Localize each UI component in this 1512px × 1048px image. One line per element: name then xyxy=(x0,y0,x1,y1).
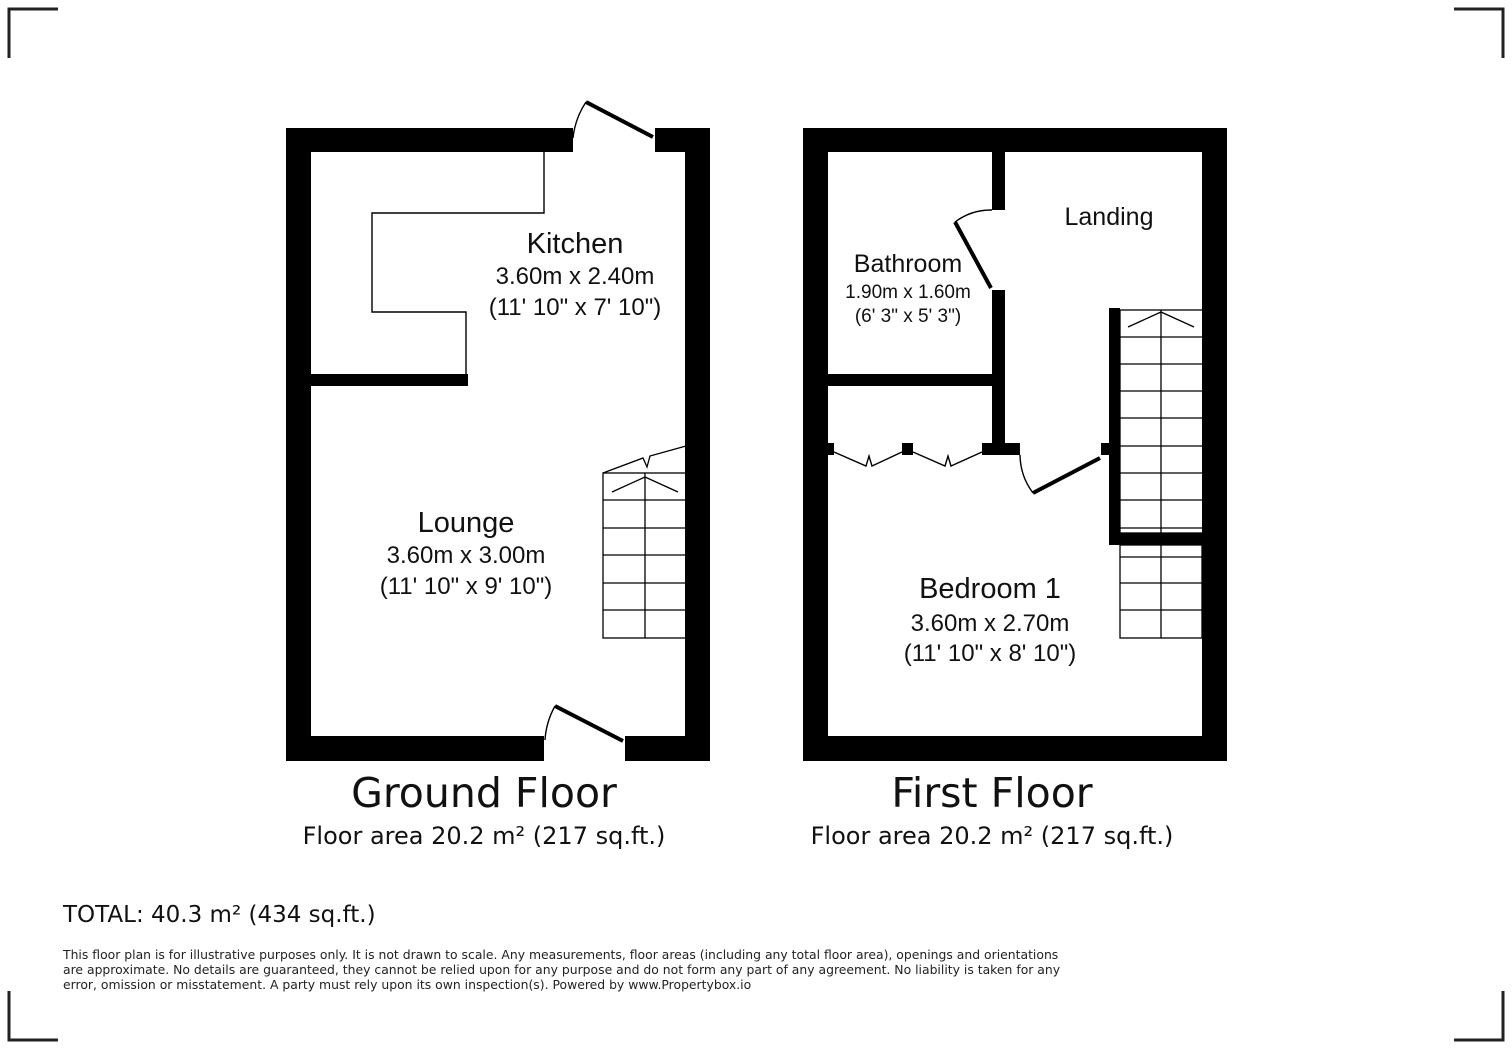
lounge-metric: 3.60m x 3.00m xyxy=(386,542,546,569)
disclaimer-text: This floor plan is for illustrative purposes only. It is not drawn to scale. Any measurements, floor areas (including any total floor area), openings and orientations are approximate. No details are guaranteed, they cannot be relied upon for any purpose and do not form any part of any agreement. No liability is taken for any error, omission or misstatement. A party must rely upon its own inspection(s). Powered by www.Propertybox.io xyxy=(63,947,1061,993)
bedroom-door xyxy=(1020,455,1100,493)
first-floor-area: Floor area 20.2 m² (217 sq.ft.) xyxy=(810,822,1174,850)
first-floor-title: First Floor xyxy=(891,769,1093,817)
bedroom1-name: Bedroom 1 xyxy=(919,573,1061,605)
first-floor-staircase xyxy=(1120,310,1203,638)
landing-name: Landing xyxy=(1064,203,1154,231)
total-floor-area: TOTAL: 40.3 m² (434 sq.ft.) xyxy=(63,902,376,928)
ground-floor-area: Floor area 20.2 m² (217 sq.ft.) xyxy=(302,822,666,850)
bathroom-name: Bathroom xyxy=(853,250,963,278)
wardrobe-doors xyxy=(834,452,902,466)
ground-floor-plan xyxy=(286,102,710,761)
kitchen-door xyxy=(573,102,653,138)
lounge-imperial: (11' 10" x 9' 10") xyxy=(379,573,553,600)
ground-floor-staircase xyxy=(603,446,686,638)
bathroom-imperial: (6' 3" x 5' 3") xyxy=(854,306,962,327)
lounge-name: Lounge xyxy=(417,507,515,539)
kitchen-name: Kitchen xyxy=(526,228,624,260)
front-door xyxy=(545,706,623,741)
bathroom-metric: 1.90m x 1.60m xyxy=(845,282,971,303)
crop-marks xyxy=(9,9,1503,1040)
bedroom1-imperial: (11' 10" x 8' 10") xyxy=(903,640,1077,667)
bedroom1-metric: 3.60m x 2.70m xyxy=(910,610,1070,637)
kitchen-metric: 3.60m x 2.40m xyxy=(495,263,655,290)
ground-floor-title: Ground Floor xyxy=(351,769,617,817)
kitchen-imperial: (11' 10" x 7' 10") xyxy=(488,294,662,321)
